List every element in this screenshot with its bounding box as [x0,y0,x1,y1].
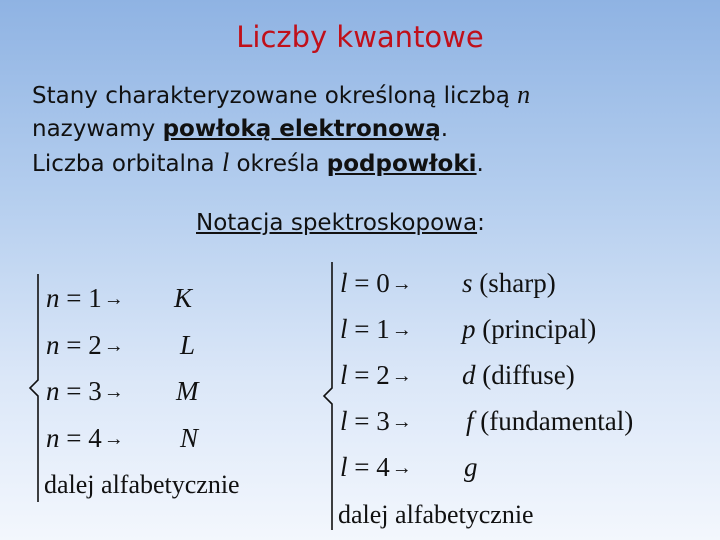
subshell-letter: g [464,452,478,482]
shell-variable: n [46,330,60,360]
subshell-variable: l [340,314,348,344]
subshell-variable: l [340,360,348,390]
subshell-variable: l [340,406,348,436]
intro-line-3-suffix: . [476,151,484,177]
shell-equals: = 3 [59,376,102,406]
subshell-equals: = 0 [347,268,390,298]
shell-letter: M [176,376,199,406]
subshell-equals: = 4 [347,452,390,482]
intro-line-3-mid: określa [229,151,327,177]
subshell-row [340,360,412,391]
shell-row [46,376,124,407]
subshell-equals: = 3 [347,406,390,436]
intro-line-2-suffix: . [440,116,449,142]
subshell-desc [464,452,478,483]
subshell-row [340,452,412,483]
arrow-icon: → [391,273,412,295]
shell-equals: = 4 [59,423,102,453]
subshell-desc [462,360,575,391]
subshell-name: (sharp) [479,268,556,298]
shell-variable: n [46,376,60,406]
shell-row [46,283,124,314]
subshell-desc [462,268,556,299]
notacja-heading [196,210,485,236]
subshell-row [340,314,412,345]
intro-line-3-prefix: Liczba orbitalna [32,151,222,177]
intro-line-1-text: Stany charakteryzowane określoną liczbą [32,83,518,109]
shell-row [46,330,124,361]
subshell-letter: d [462,360,476,390]
subshell-equals: = 2 [347,360,390,390]
shell-variable: n [46,283,60,313]
shell-letter: K [174,283,193,313]
intro-line-1 [32,78,692,113]
arrow-icon: → [391,457,412,479]
shell-variable: n [46,423,60,453]
shell-letter: N [180,423,199,453]
subshell-variable: l [340,268,348,298]
subshell-desc [466,406,633,437]
subshell-equals: = 1 [347,314,390,344]
shells-dalej: dalej alfabetycznie [44,470,240,499]
shell-equals: = 2 [59,330,102,360]
term-podpowloki: podpowłoki [326,151,477,177]
notacja-colon: : [477,210,485,236]
intro-line-3 [32,146,692,181]
subshells-dalej: dalej alfabetycznie [338,500,534,529]
notacja-label: Notacja spektroskopowa [196,210,478,236]
intro-text [32,78,692,181]
arrow-icon: → [103,381,124,403]
subshell-letter: f [466,406,474,436]
arrow-icon: → [103,335,124,357]
slide-title: Liczby kwantowe [236,20,484,54]
intro-line-2-prefix: nazywamy [32,116,163,142]
subshell-letter: p [462,314,476,344]
variable-l: l [221,148,230,177]
subshell-row [340,406,412,437]
subshell-row [340,268,412,299]
intro-line-2 [32,113,692,146]
subshell-variable: l [340,452,348,482]
shell-row [46,423,124,454]
subshell-name: (principal) [482,314,597,344]
subshell-name: (fundamental) [480,406,634,436]
term-powloka: powłoką elektronową [162,116,441,142]
subshell-letter: s [462,268,473,298]
subshell-desc [462,314,596,345]
left-brace-shells [24,272,46,504]
left-brace-subshells [316,260,338,532]
shell-letter: L [180,330,196,360]
arrow-icon: → [391,365,412,387]
arrow-icon: → [103,428,124,450]
variable-n: n [517,80,531,109]
arrow-icon: → [103,288,124,310]
subshell-name: (diffuse) [482,360,575,390]
shell-equals: = 1 [59,283,102,313]
arrow-icon: → [391,319,412,341]
arrow-icon: → [391,411,412,433]
